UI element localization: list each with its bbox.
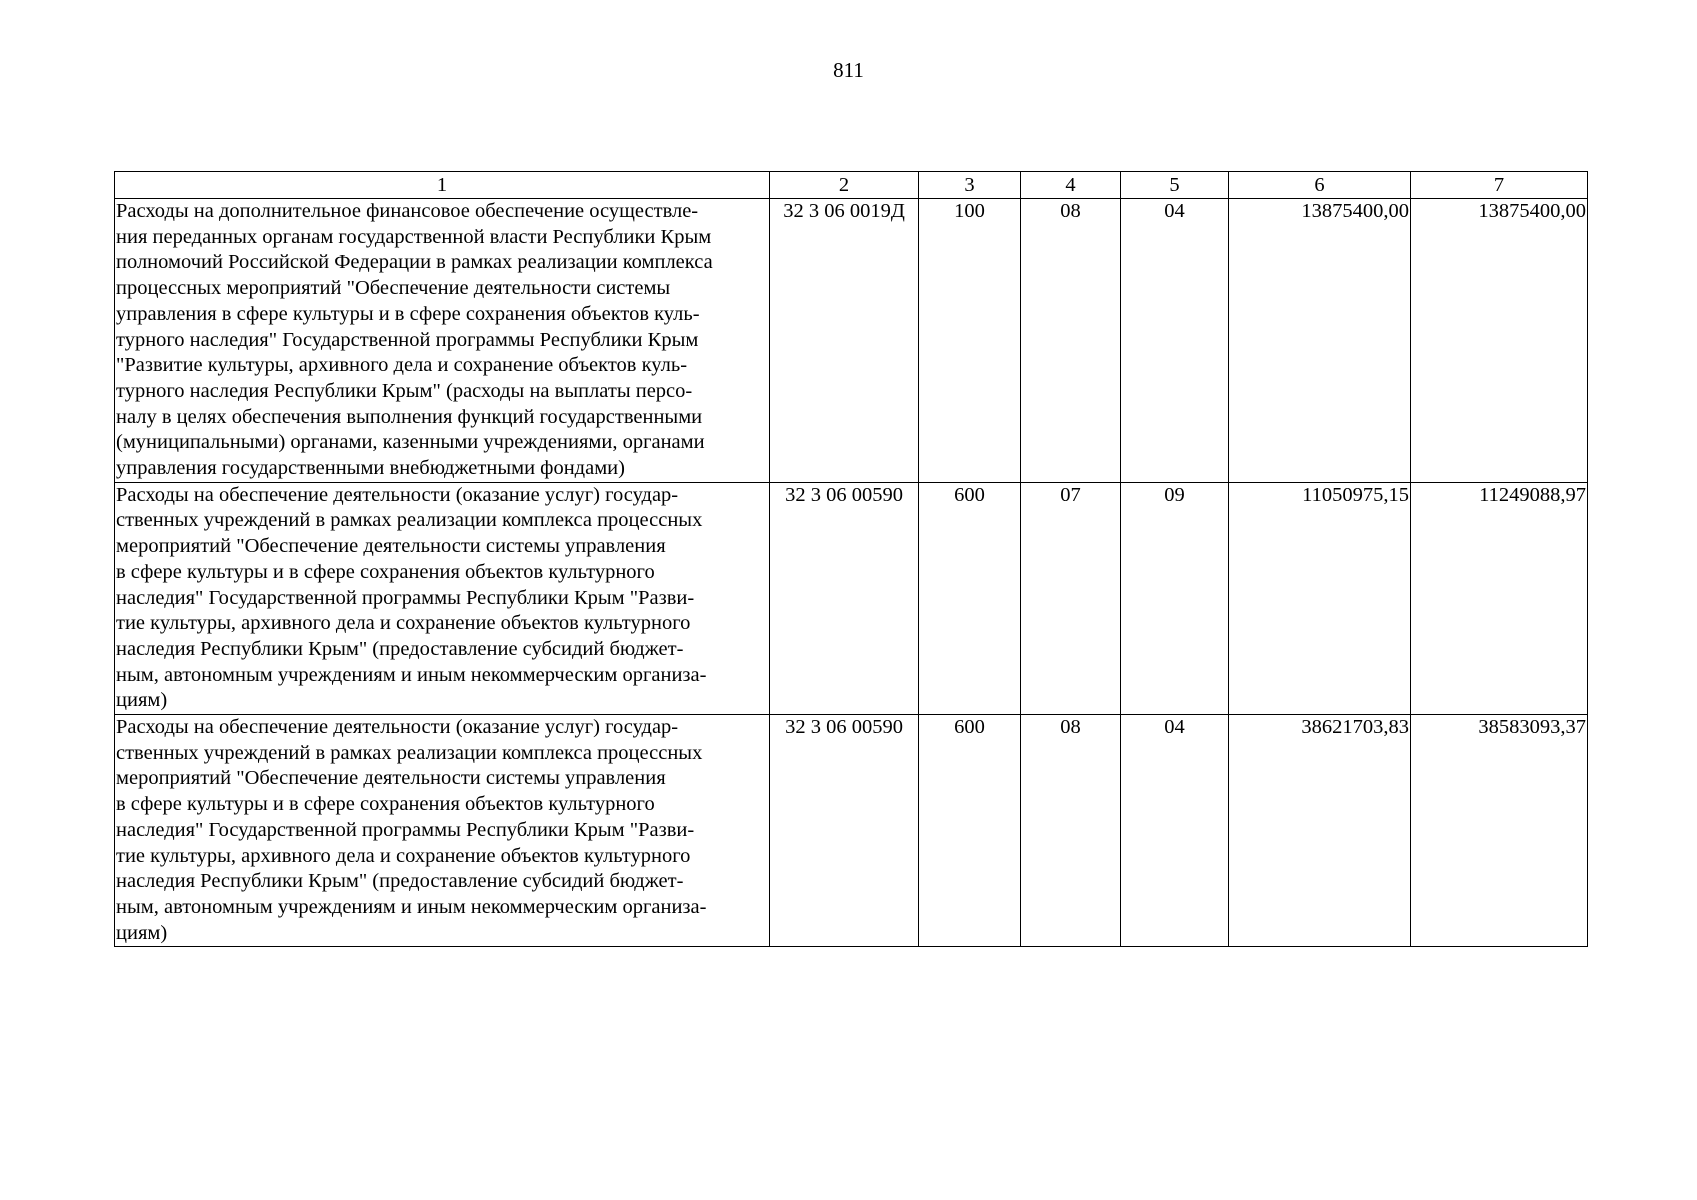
- page-number: 811: [833, 58, 864, 82]
- row-amount-col6: 38621703,83: [1229, 715, 1411, 947]
- table-row: [115, 482, 1588, 714]
- row-target-code: 32 3 06 0019Д: [770, 199, 919, 483]
- table-header: [115, 172, 1588, 199]
- row-section: 08: [1021, 199, 1121, 483]
- table-row: [115, 199, 1588, 483]
- row-description: Расходы на дополнительное финансовое обеспечение осуществле- ния переданных органам государственной власти Республики Крым полномочий Российской Федерации в рамках реализации комплекса процессных мероприятий "Обеспечение деятельности системы управления в сфере культуры и в сфере сохранения объектов куль- турного наследия" Государственной программы Республики Крым "Развитие культуры, архивного дела и сохранение объектов куль- турного наследия Республики Крым" (расходы на выплаты персо- налу в целях обеспечения выполнения функций государственными (муниципальными) органами, казенными учреждениями, органами управления государственными внебюджетными фондами): [115, 199, 770, 483]
- column-header-2: 2: [770, 172, 919, 199]
- row-subsection: 04: [1121, 199, 1229, 483]
- column-header-6: 6: [1229, 172, 1411, 199]
- header-row: [115, 172, 1588, 199]
- column-header-1: 1: [115, 172, 770, 199]
- row-section: 07: [1021, 482, 1121, 714]
- row-target-code: 32 3 06 00590: [770, 482, 919, 714]
- row-subsection: 09: [1121, 482, 1229, 714]
- table-row: [115, 715, 1588, 947]
- budget-table: [114, 171, 1588, 947]
- table-body: [115, 199, 1588, 947]
- row-description: Расходы на обеспечение деятельности (оказание услуг) государ- ственных учреждений в рамках реализации комплекса процессных мероприятий "Обеспечение деятельности системы управления в сфере культуры и в сфере сохранения объектов культурного наследия" Государственной программы Республики Крым "Разви- тие культуры, архивного дела и сохранение объектов культурного наследия Республики Крым" (предоставление субсидий бюджет- ным, автономным учреждениям и иным некоммерческим организа- циям): [115, 715, 770, 947]
- column-header-5: 5: [1121, 172, 1229, 199]
- column-header-4: 4: [1021, 172, 1121, 199]
- row-amount-col7: 38583093,37: [1411, 715, 1588, 947]
- row-amount-col6: 11050975,15: [1229, 482, 1411, 714]
- column-header-7: 7: [1411, 172, 1588, 199]
- row-section: 08: [1021, 715, 1121, 947]
- row-amount-col6: 13875400,00: [1229, 199, 1411, 483]
- row-expense-type: 600: [919, 482, 1021, 714]
- row-expense-type: 600: [919, 715, 1021, 947]
- row-target-code: 32 3 06 00590: [770, 715, 919, 947]
- row-amount-col7: 13875400,00: [1411, 199, 1588, 483]
- row-expense-type: 100: [919, 199, 1021, 483]
- column-header-3: 3: [919, 172, 1021, 199]
- row-description: Расходы на обеспечение деятельности (оказание услуг) государ- ственных учреждений в рамках реализации комплекса процессных мероприятий "Обеспечение деятельности системы управления в сфере культуры и в сфере сохранения объектов культурного наследия" Государственной программы Республики Крым "Разви- тие культуры, архивного дела и сохранение объектов культурного наследия Республики Крым" (предоставление субсидий бюджет- ным, автономным учреждениям и иным некоммерческим организа- циям): [115, 482, 770, 714]
- row-subsection: 04: [1121, 715, 1229, 947]
- row-amount-col7: 11249088,97: [1411, 482, 1588, 714]
